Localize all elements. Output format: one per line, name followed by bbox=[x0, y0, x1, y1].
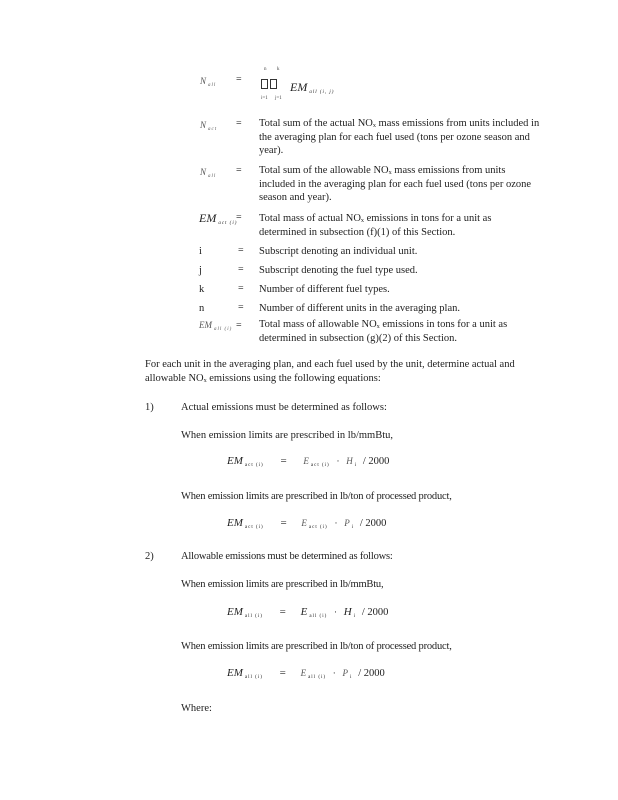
equation-rhs-h-sub: i bbox=[353, 614, 357, 619]
where-label: Where: bbox=[181, 703, 212, 714]
definition-text: Number of different units in the averaging plan. bbox=[259, 303, 460, 314]
equation-rhs-e-sub: all (i) bbox=[308, 675, 327, 680]
equation-rhs-h: H bbox=[343, 606, 352, 618]
case-condition: When emission limits are prescribed in lb/mmBtu, bbox=[181, 430, 394, 441]
equation-rhs-e-sub: all (i) bbox=[309, 614, 328, 619]
equation-operator: · bbox=[332, 668, 336, 678]
equation-lhs: EM bbox=[227, 517, 243, 529]
equation-equals: = bbox=[280, 517, 287, 529]
section-number: 2) bbox=[145, 551, 154, 562]
equation-operator: · bbox=[334, 518, 338, 528]
equation-equals: = bbox=[280, 455, 287, 467]
equation-rhs-p-sub: i bbox=[351, 525, 355, 530]
equation-rhs-h: H bbox=[346, 456, 353, 466]
equation-equals: = bbox=[279, 606, 286, 618]
definition-symbol: EM bbox=[199, 211, 217, 225]
equation bbox=[227, 667, 385, 680]
equation-rhs-e: E bbox=[300, 606, 308, 618]
definition-equals: = bbox=[238, 264, 244, 275]
definition-equals: = bbox=[236, 165, 242, 176]
definition-symbol: k bbox=[199, 284, 205, 295]
definition-subscript: act bbox=[208, 127, 218, 132]
equation-operator: · bbox=[334, 607, 338, 617]
definition-equals: = bbox=[236, 118, 242, 129]
equation-rhs-h-sub: i bbox=[354, 463, 358, 468]
definition-text: Number of different fuel types. bbox=[259, 284, 390, 295]
definition-text: Total sum of the actual NOₓ mass emissions from units included in the averaging plan for each fuel used (tons per ozone season and year). bbox=[259, 118, 540, 156]
equation-lhs-sub: all (i) bbox=[244, 675, 263, 680]
equation-rhs-e-sub: act (i) bbox=[310, 463, 330, 468]
definition-subscript: all bbox=[208, 174, 217, 179]
summation-sign-icon bbox=[260, 75, 278, 93]
equation bbox=[227, 517, 386, 530]
equation-divisor: / 2000 bbox=[362, 456, 390, 467]
equation-rhs-e-sub: act (i) bbox=[308, 525, 328, 530]
definition-symbol: i bbox=[199, 246, 202, 257]
definition-text: Total mass of actual NOₓ emissions in tons for a unit as determined in subsection (f)(1) of this Section. bbox=[259, 213, 492, 238]
equation-lhs-sub: all (i) bbox=[244, 614, 263, 619]
section-heading: Allowable emissions must be determined as follows: bbox=[181, 551, 393, 562]
formula-lhs: N $_{all}$ bbox=[200, 76, 217, 88]
case-condition: When emission limits are prescribed in lb/ton of processed product, bbox=[181, 491, 452, 502]
section-heading: Actual emissions must be determined as follows: bbox=[181, 402, 387, 413]
equation-lhs: EM bbox=[227, 667, 243, 679]
definition-equals: = bbox=[236, 320, 242, 331]
lower-limit-j: j=1 bbox=[275, 96, 282, 101]
equation-rhs-e: E bbox=[301, 518, 307, 528]
definition-text: Total sum of the allowable NOₓ mass emissions from units included in the averaging plan for each fuel used (tons per ozone season and year). bbox=[259, 165, 532, 203]
formula-term: EM $_{all (i, j)}$ bbox=[290, 80, 335, 95]
equation-rhs-p-sub: i bbox=[350, 675, 353, 680]
equation-divisor: / 2000 bbox=[359, 518, 387, 529]
case-condition: When emission limits are prescribed in lb/ton of processed product, bbox=[181, 641, 452, 652]
equation-lhs-sub: act (i) bbox=[244, 463, 264, 468]
equation-rhs-e: E bbox=[300, 668, 307, 678]
equation-operator: · bbox=[336, 456, 340, 466]
definition-symbol: N bbox=[200, 167, 207, 177]
equation bbox=[227, 606, 388, 619]
definition-equals: = bbox=[238, 302, 244, 313]
definition-text: Subscript denoting the fuel type used. bbox=[259, 265, 418, 276]
equation-equals: = bbox=[279, 667, 286, 679]
definition-subscript: act (i) bbox=[218, 221, 238, 226]
equation-divisor: / 2000 bbox=[358, 668, 385, 679]
section-number: 1) bbox=[145, 402, 154, 413]
intro-paragraph: For each unit in the averaging plan, and each fuel used by the unit, determine actual and allowable NOₓ emissions using the following equations: bbox=[145, 359, 515, 384]
upper-limit-n: n bbox=[264, 67, 267, 72]
equation-lhs: EM bbox=[227, 606, 243, 618]
equation-lhs-sub: act (i) bbox=[244, 525, 264, 530]
equation-divisor: / 2000 bbox=[361, 607, 389, 618]
definition-text: Total mass of allowable NOₓ emissions in tons for a unit as determined in subsection (g)(2) of this Section. bbox=[259, 319, 508, 344]
upper-limit-k: k bbox=[277, 67, 280, 72]
definition-equals: = bbox=[238, 283, 244, 294]
equation-rhs-e: E bbox=[303, 456, 309, 466]
definition-symbol: N bbox=[200, 120, 207, 130]
equation bbox=[227, 455, 389, 468]
equation-rhs-p: P bbox=[344, 518, 350, 528]
definition-symbol: n bbox=[199, 303, 205, 314]
definition-symbol: EM bbox=[199, 320, 212, 330]
definition-symbol: j bbox=[199, 265, 202, 276]
formula-equals: = bbox=[236, 74, 242, 85]
definition-equals: = bbox=[238, 245, 244, 256]
case-condition: When emission limits are prescribed in lb/mmBtu, bbox=[181, 579, 384, 590]
definition-equals: = bbox=[236, 212, 242, 223]
definition-text: Subscript denoting an individual unit. bbox=[259, 246, 418, 257]
lower-limit-i: i=1 bbox=[261, 96, 268, 101]
equation-rhs-p: P bbox=[342, 668, 349, 678]
definition-subscript: all (i) bbox=[214, 327, 233, 332]
equation-lhs: EM bbox=[227, 455, 243, 467]
